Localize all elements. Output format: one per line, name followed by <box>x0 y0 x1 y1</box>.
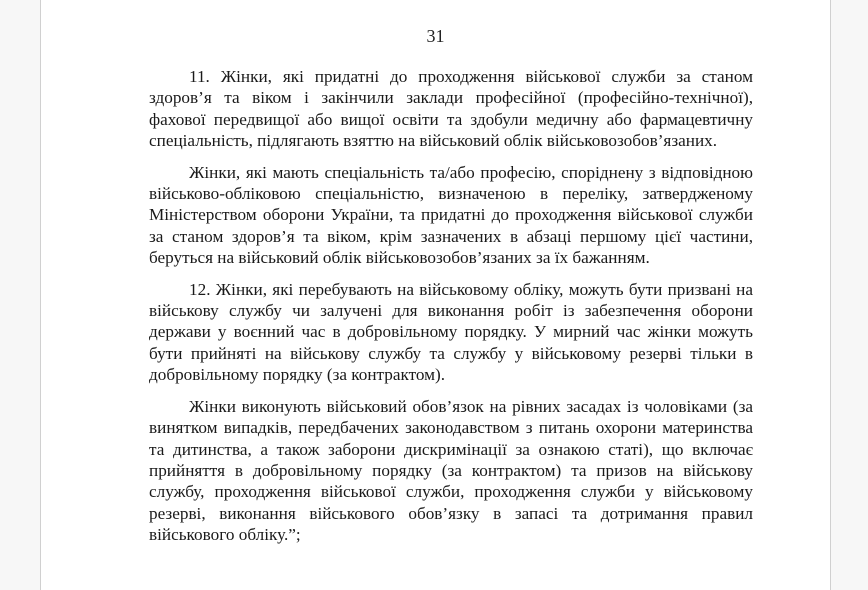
document-page <box>41 0 830 590</box>
paragraph-women-medical-registration: 11. Жінки, які придатні до проходження військової служби за станом здоров’я та віком і закінчили заклади професійної (професійно-технічної), фахової передвищої або вищої освіти та здобули медичну або фармацевтичну спеціальність, підлягають взяттю на військовий облік військовозобов’язаних. <box>149 67 753 151</box>
page-number: 31 <box>426 26 445 46</box>
paragraph-women-voluntary-registration: Жінки, які мають спеціальність та/або професію, споріднену з відповідною військово-обліковою спеціальністю, визначеною в переліку, затвердженому Міністерством оборони України, та придатні до проходження військової служби за станом здоров’я та віком, крім зазначених в абзаці першому цієї частини, беруться на військовий облік військовозобов’язаних за їх бажанням. <box>149 162 753 268</box>
viewer-right-margin <box>830 0 868 590</box>
viewer-left-margin <box>0 0 41 590</box>
paragraph-women-equal-duty: Жінки виконують військовий обов’язок на рівних засадах із чоловіками (за винятком випадків, передбачених законодавством з питань охорони материнства та дитинства, а також заборони дискримінації за ознакою статі), що включає прийняття в добровільному порядку (за контрактом) та призов на військову службу, проходження військової служби, проходження служби у військовому резерві, виконання військового обов’язку в запасі та дотримання правил військового обліку.”; <box>149 396 753 545</box>
document-body <box>149 66 753 556</box>
paragraph-women-conscription: 12. Жінки, які перебувають на військовому обліку, можуть бути призвані на військову службу чи залучені для виконання робіт із забезпечення оборони держави у воєнний час в добровільному порядку. У мирний час жінки можуть бути прийняті на військову службу та службу у військовому резерві тільки в добровільному порядку (за контрактом). <box>149 279 753 385</box>
